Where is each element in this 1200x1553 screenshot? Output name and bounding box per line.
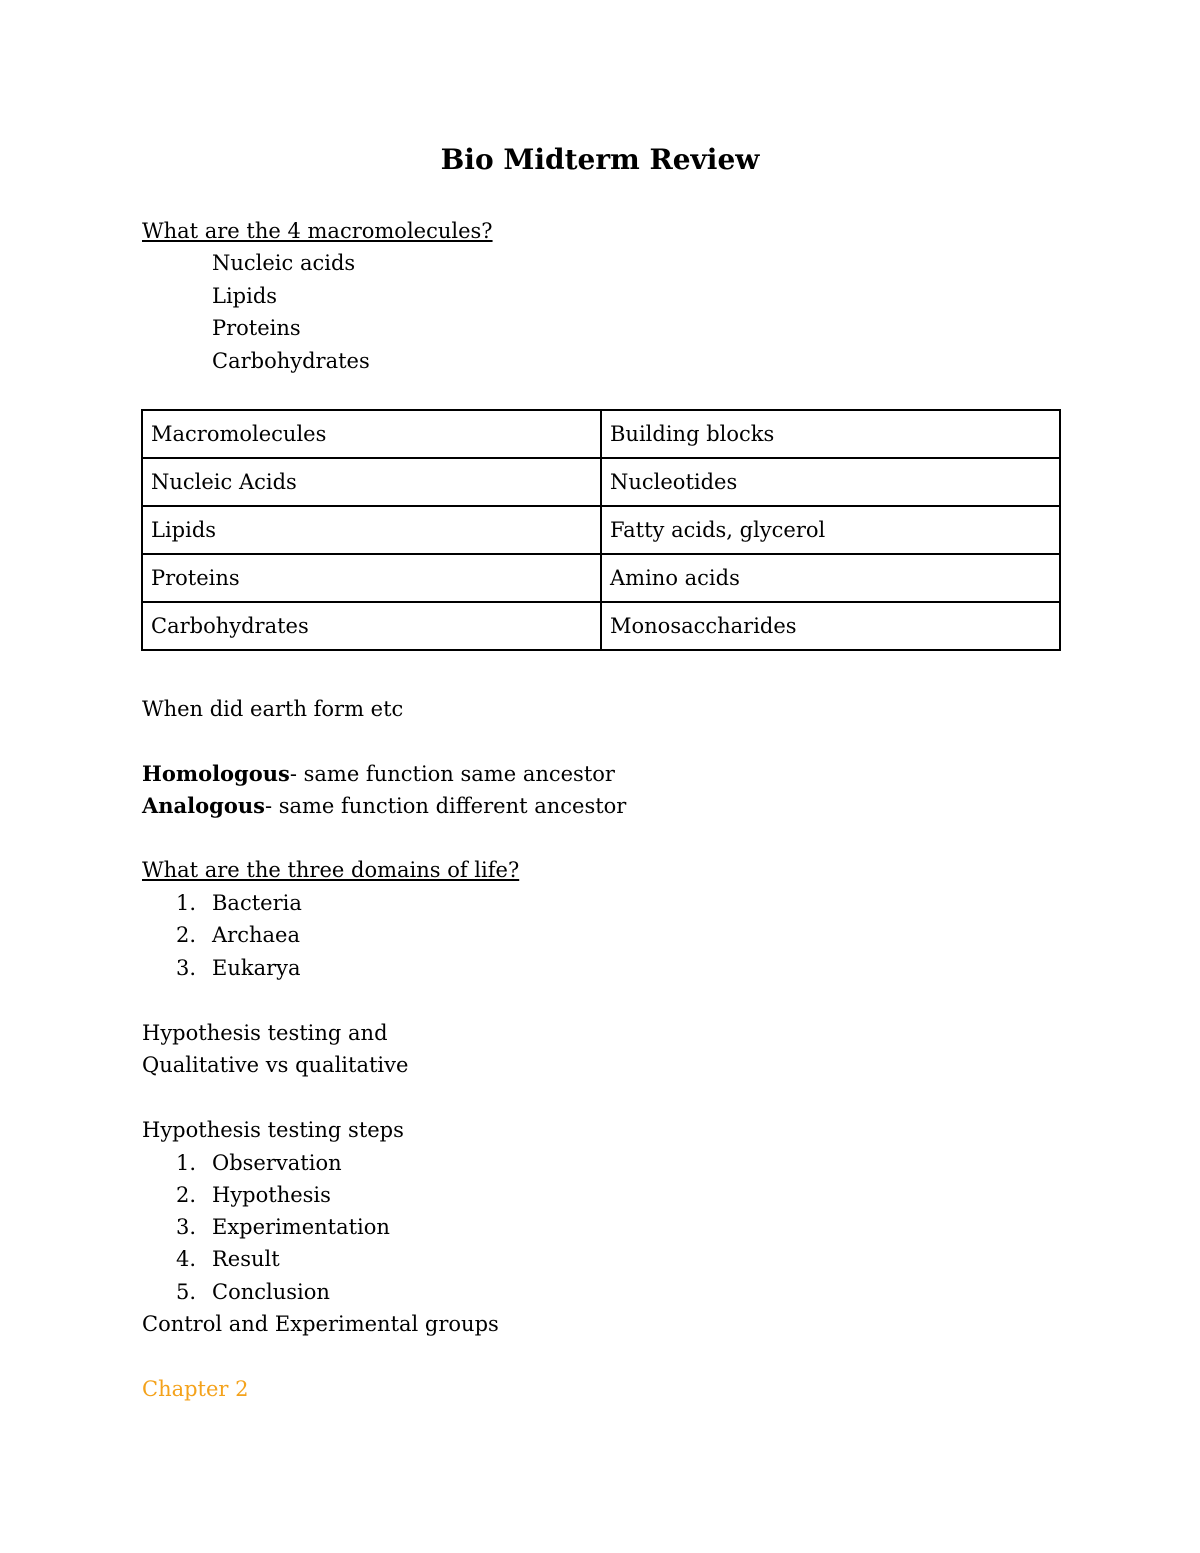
chapter-heading: Chapter 2 (142, 1377, 249, 1401)
table-header-cell: Macromolecules (142, 410, 601, 458)
table-row (142, 458, 1060, 506)
table-header-cell: Building blocks (601, 410, 1060, 458)
table-cell: Amino acids (601, 554, 1060, 602)
analogous-term: Analogous (142, 793, 265, 818)
homologous-text: - same function same ancestor (289, 762, 615, 786)
question-macromolecules: What are the 4 macromolecules? (142, 219, 493, 243)
list-item: Eukarya (212, 956, 301, 980)
analogous-definition (142, 792, 626, 820)
table-row (142, 554, 1060, 602)
steps-heading: Hypothesis testing steps (142, 1118, 404, 1142)
list-item: Experimentation (212, 1215, 390, 1239)
homologous-term: Homologous (142, 761, 290, 786)
list-number: 2. (176, 923, 197, 947)
earth-formation-note: When did earth form etc (142, 697, 404, 721)
list-item: Conclusion (212, 1280, 330, 1304)
list-number: 1. (176, 1151, 197, 1175)
list-number: 3. (176, 956, 197, 980)
analogous-text: - same function different ancestor (264, 794, 627, 818)
table-cell: Monosaccharides (601, 602, 1060, 650)
answer-item: Nucleic acids (212, 251, 356, 275)
list-item: Archaea (212, 923, 300, 947)
list-number: 3. (176, 1215, 197, 1239)
table-row (142, 506, 1060, 554)
control-groups-note: Control and Experimental groups (142, 1312, 499, 1336)
answer-item: Lipids (212, 284, 278, 308)
hypothesis-note: Hypothesis testing and (142, 1021, 388, 1045)
table-header-row (142, 410, 1060, 458)
table-cell: Nucleotides (601, 458, 1060, 506)
list-item: Bacteria (212, 891, 302, 915)
answer-item: Carbohydrates (212, 349, 370, 373)
page-title: Bio Midterm Review (440, 143, 760, 176)
list-number: 4. (176, 1247, 197, 1271)
table-row (142, 602, 1060, 650)
list-number: 5. (176, 1280, 197, 1304)
table-cell: Proteins (142, 554, 601, 602)
list-item: Hypothesis (212, 1183, 331, 1207)
table-cell: Carbohydrates (142, 602, 601, 650)
table-cell: Nucleic Acids (142, 458, 601, 506)
homologous-definition (142, 760, 615, 788)
list-item: Result (212, 1247, 280, 1271)
list-item: Observation (212, 1151, 342, 1175)
question-domains: What are the three domains of life? (142, 858, 520, 882)
list-number: 2. (176, 1183, 197, 1207)
macromolecules-table (141, 409, 1061, 651)
list-number: 1. (176, 891, 197, 915)
table-cell: Lipids (142, 506, 601, 554)
answer-item: Proteins (212, 316, 301, 340)
table-cell: Fatty acids, glycerol (601, 506, 1060, 554)
qualitative-note: Qualitative vs qualitative (142, 1053, 409, 1077)
